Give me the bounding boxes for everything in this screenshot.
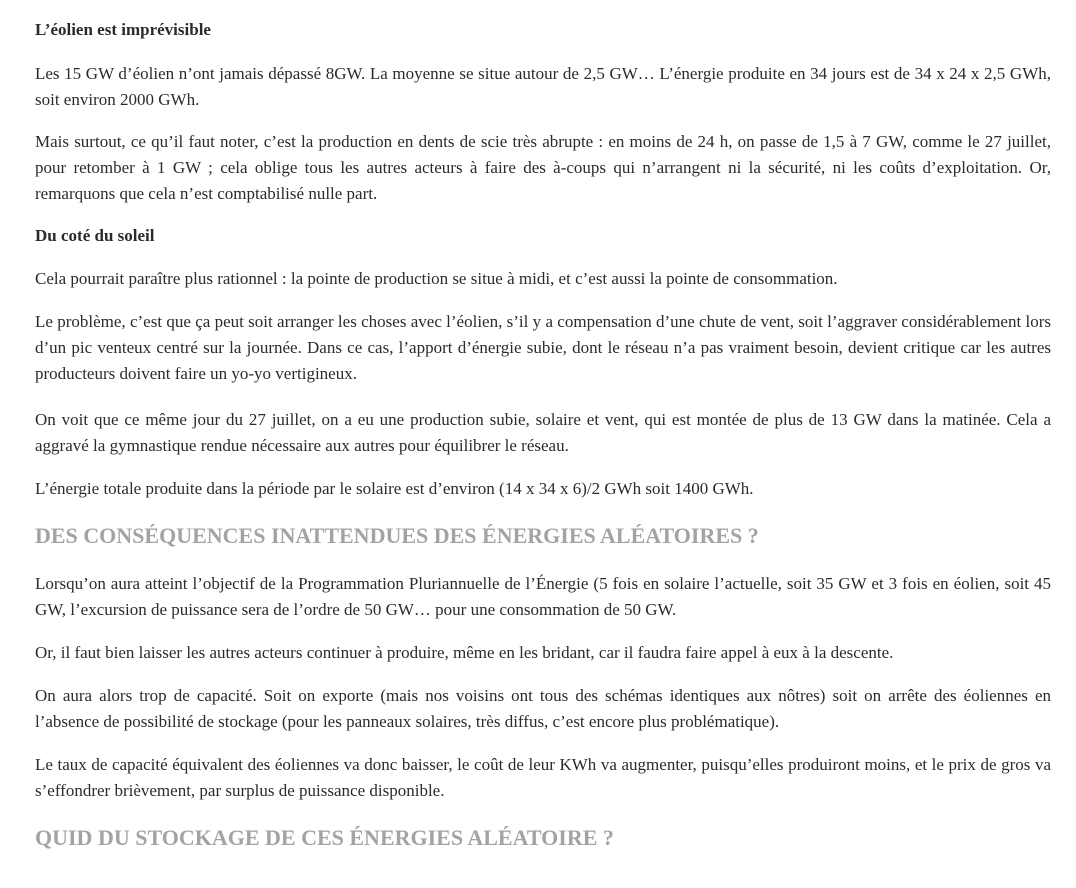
sun-paragraph-3: On voit que ce même jour du 27 juillet, on a eu une production subie, solaire et vent, qui est montée de plus de 13 GW dans la matinée. Cela a aggravé la gymnastique rendue nécessaire aux autres pour équilibrer le réseau. [35, 410, 1051, 455]
sun-paragraph-1: Cela pourrait paraître plus rationnel : la pointe de production se situe à midi, et c’est aussi la pointe de consommation. [35, 269, 838, 288]
sun-paragraph-4: L’énergie totale produite dans la période par le solaire est d’environ (14 x 34 x 6)/2 GWh soit 1400 GWh. [35, 479, 754, 498]
section-title-consequences: DES CONSÉQUENCES INATTENDUES DES ÉNERGIES ALÉATOIRES ? [35, 523, 759, 548]
consequences-paragraph-4: Le taux de capacité équivalent des éoliennes va donc baisser, le coût de leur KWh va augmenter, puisqu’elles produiront moins, et le prix de gros va s’effondrer brièvement, par surplus de puissance disponible. [35, 755, 1051, 800]
wind-paragraph-2: Mais surtout, ce qu’il faut noter, c’est la production en dents de scie très abrupte : en moins de 24 h, on passe de 1,5 à 7 GW, comme le 27 juillet, pour retomber à 1 GW ; cela oblige tous les autres acteurs à faire des à-coups qui n’arrangent ni la sécurité, ni les coûts d’exploitation. Or, remarquons que cela n’est comptabilisé nulle part. [35, 132, 1051, 203]
sun-paragraph-2: Le problème, c’est que ça peut soit arranger les choses avec l’éolien, s’il y a compensation d’une chute de vent, soit l’aggraver considérablement lors d’un pic venteux centré sur la journée. Dans ce cas, l’apport d’énergie subie, dont le réseau n’a pas vraiment besoin, devient critique car les autres producteurs doivent faire un yo-yo vertigineux. [35, 312, 1051, 383]
wind-subheading: L’éolien est imprévisible [35, 20, 211, 39]
article-body [35, 0, 1051, 852]
consequences-paragraph-2: Or, il faut bien laisser les autres acteurs continuer à produire, même en les bridant, car il faudra faire appel à eux à la descente. [35, 643, 894, 662]
consequences-paragraph-1: Lorsqu’on aura atteint l’objectif de la Programmation Pluriannuelle de l’Énergie (5 fois en solaire l’actuelle, soit 35 GW et 3 fois en éolien, soit 45 GW, l’excursion de puissance sera de l’ordre de 50 GW… pour une consommation de 50 GW. [35, 574, 1051, 619]
wind-paragraph-1: Les 15 GW d’éolien n’ont jamais dépassé 8GW. La moyenne se situe autour de 2,5 GW… L’énergie produite en 34 jours est de 34 x 24 x 2,5 GWh, soit environ 2000 GWh. [35, 64, 1051, 109]
sun-subheading: Du coté du soleil [35, 226, 155, 245]
section-title-storage: QUID DU STOCKAGE DE CES ÉNERGIES ALÉATOIRE ? [35, 825, 614, 850]
consequences-paragraph-3: On aura alors trop de capacité. Soit on exporte (mais nos voisins ont tous des schémas identiques aux nôtres) soit on arrête des éoliennes en l’absence de possibilité de stockage (pour les panneaux solaires, très diffus, c’est encore plus problématique). [35, 686, 1051, 731]
